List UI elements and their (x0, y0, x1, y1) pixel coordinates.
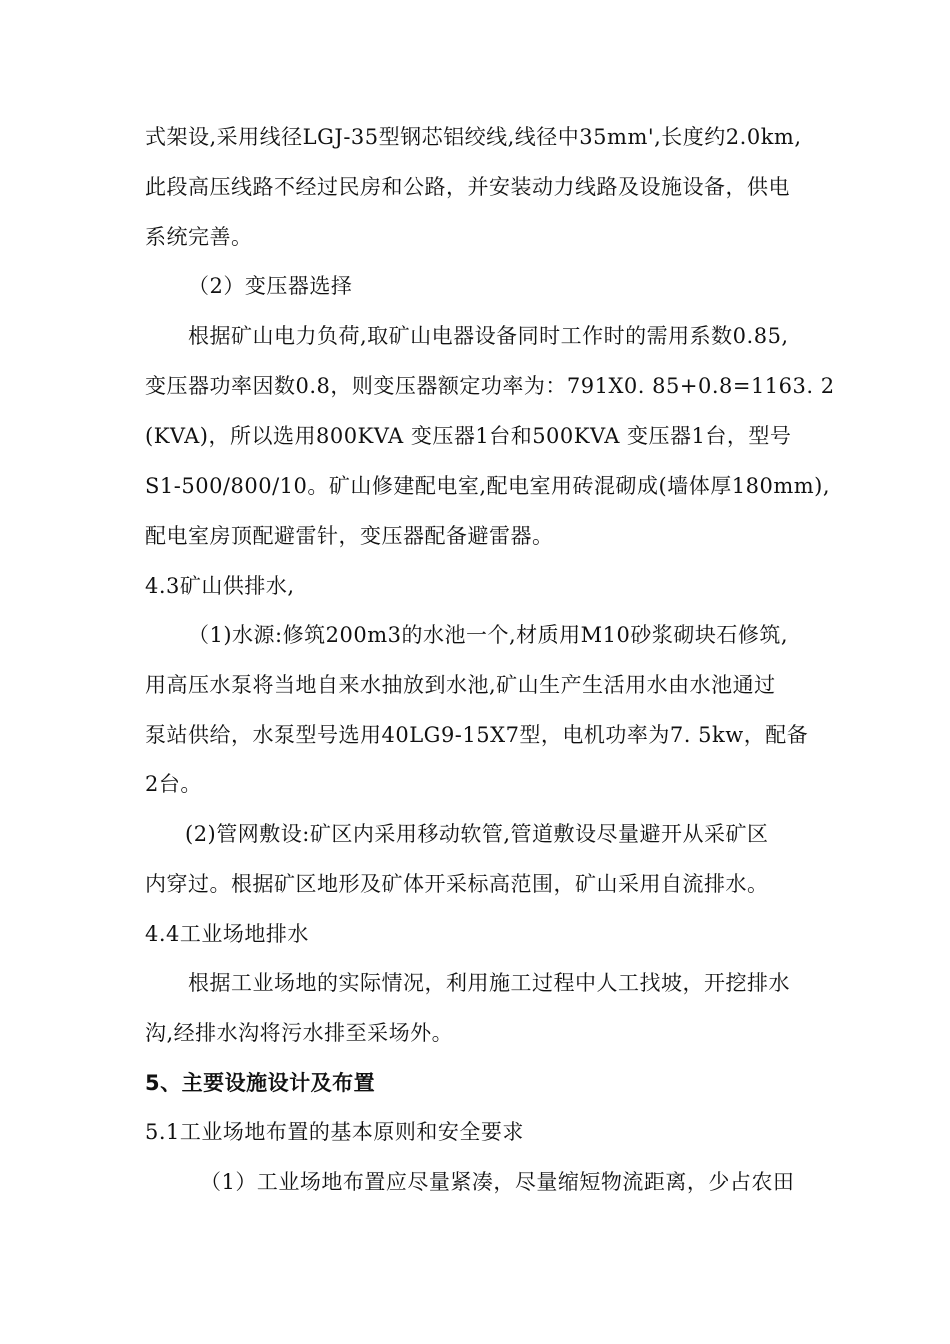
paragraph-line: 此段高压线路不经过民房和公路，并安装动力线路及设施设备，供电 (145, 175, 790, 199)
paragraph-line: (2)管网敷设:矿区内采用移动软管,管道敷设尽量避开从采矿区 (185, 822, 769, 846)
subsection-heading: （2）变压器选择 (188, 274, 353, 298)
paragraph-line: 沟,经排水沟将污水排至采场外。 (145, 1021, 454, 1045)
paragraph-line: (KVA)，所以选用800KVA 变压器1台和500KVA 变压器1台，型号 (145, 424, 792, 448)
section-heading-4-3: 4.3矿山供排水, (145, 574, 295, 598)
paragraph-line: 系统完善。 (145, 225, 253, 249)
paragraph-line: （1)水源:修筑200m3的水池一个,材质用M10砂浆砌块石修筑, (188, 623, 789, 647)
paragraph-line: 内穿过。根据矿区地形及矿体开采标高范围，矿山采用自流排水。 (145, 872, 769, 896)
paragraph-line: 2台。 (145, 772, 202, 796)
paragraph-line: 配电室房顶配避雷针，变压器配备避雷器。 (145, 524, 554, 548)
paragraph-line: 用高压水泵将当地自来水抽放到水池,矿山生产生活用水由水池通过 (145, 673, 776, 697)
paragraph-line: S1-500/800/10。矿山修建配电室,配电室用砖混砌成(墙体厚180mm), (145, 474, 831, 498)
paragraph-line: （1）工业场地布置应尽量紧凑，尽量缩短物流距离，少占农田 (200, 1170, 795, 1194)
paragraph-line: 根据工业场地的实际情况，利用施工过程中人工找坡，开挖排水 (188, 971, 790, 995)
paragraph-line: 式架设,采用线径LGJ-35型钢芯铝绞线,线径中35mm',长度约2.0km, (145, 125, 802, 149)
section-heading-4-4: 4.4工业场地排水 (145, 922, 309, 946)
chapter-heading-5: 5、主要设施设计及布置 (145, 1071, 376, 1095)
paragraph-line: 变压器功率因数0.8，则变压器额定功率为：791X0. 85+0.8=1163. 2 (145, 374, 835, 398)
paragraph-line: 根据矿山电力负荷,取矿山电器设备同时工作时的需用系数0.85, (188, 324, 789, 348)
paragraph-line: 泵站供给，水泵型号选用40LG9-15X7型，电机功率为7. 5kw，配备 (145, 723, 809, 747)
section-heading-5-1: 5.1工业场地布置的基本原则和安全要求 (145, 1120, 524, 1144)
